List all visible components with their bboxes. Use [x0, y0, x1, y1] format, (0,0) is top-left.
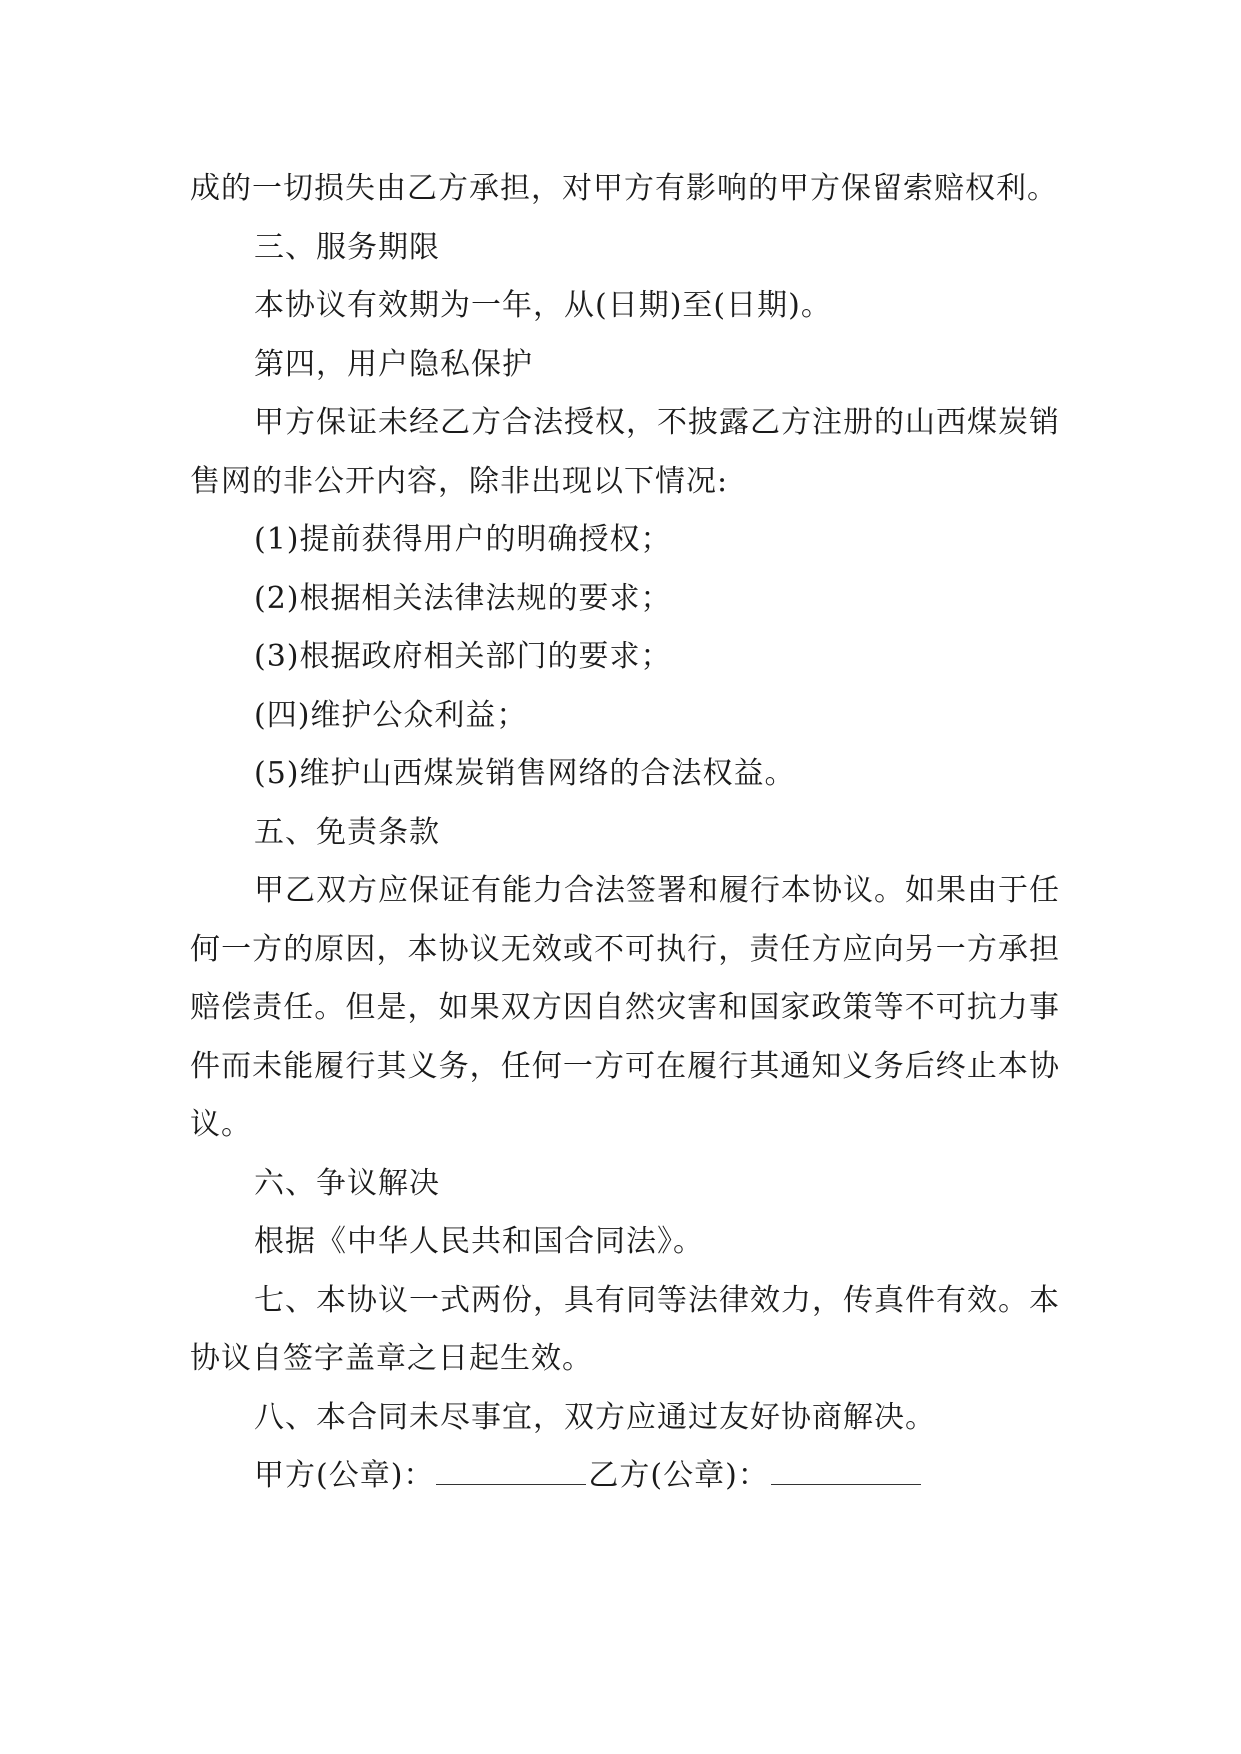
section-heading-disclaimer: 五、免责条款 — [254, 814, 440, 850]
signature-line — [190, 1447, 1060, 1506]
party-b-seal-label: 乙方(公章)： — [588, 1458, 769, 1493]
section-heading-dispute: 六、争议解决 — [254, 1165, 440, 1201]
paragraph: 成的一切损失由乙方承担，对甲方有影响的甲方保留索赔权利。 — [190, 171, 1058, 206]
document-page — [190, 160, 1060, 1506]
paragraph: 七、本协议一式两份，具有同等法律效力，传真件有效。本协议自签字盖章之日起生效。 — [190, 1282, 1060, 1376]
section-heading-service-term: 三、服务期限 — [254, 229, 440, 265]
list-item: (3)根据政府相关部门的要求； — [254, 639, 672, 674]
list-item: (2)根据相关法律法规的要求； — [254, 580, 672, 616]
list-item: (四)维护公众利益； — [254, 697, 528, 733]
party-b-signature-blank — [771, 1460, 921, 1485]
section-heading-privacy: 第四，用户隐私保护 — [254, 346, 533, 382]
paragraph: 甲乙双方应保证有能力合法签署和履行本协议。如果由于任何一方的原因，本协议无效或不可执行，责任方应向另一方承担赔偿责任。但是，如果双方因自然灾害和国家政策等不可抗力事件而未能履行其义务，任何一方可在履行其通知义务后终止本协议。 — [190, 873, 1060, 1142]
list-item: (1)提前获得用户的明确授权； — [254, 522, 672, 557]
list-item: (5)维护山西煤炭销售网络的合法权益。 — [254, 756, 796, 791]
paragraph: 八、本合同未尽事宜，双方应通过友好协商解决。 — [254, 1399, 936, 1435]
paragraph: 本协议有效期为一年，从(日期)至(日期)。 — [254, 288, 832, 323]
party-a-signature-blank — [436, 1460, 586, 1485]
paragraph: 甲方保证未经乙方合法授权，不披露乙方注册的山西煤炭销售网的非公开内容，除非出现以下情况: — [190, 405, 1060, 499]
paragraph: 根据《中华人民共和国合同法》。 — [254, 1224, 704, 1259]
party-a-seal-label: 甲方(公章)： — [254, 1458, 435, 1493]
